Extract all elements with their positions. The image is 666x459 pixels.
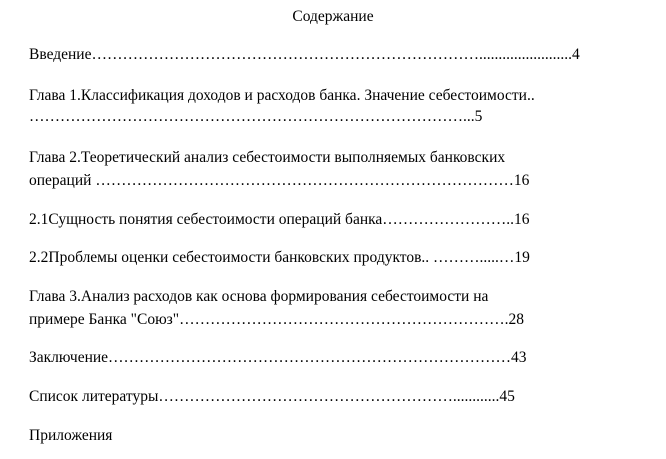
toc-entry-bibliography: Список литературы…………………………………………………............45	[29, 388, 515, 405]
toc-entry-chapter-3-line-2: примере Банка "Союз"……………………………………………………….28	[29, 311, 524, 328]
toc-entry-section-2-2: 2.2Проблемы оценки себестоимости банковских продуктов.. ……….....…19	[29, 249, 530, 266]
toc-entry-chapter-2-line-2: операций ………………………………………………………………………16	[29, 172, 530, 189]
toc-entry-chapter-2-line-1: Глава 2.Теоретический анализ себестоимости выполняемых банковских	[29, 149, 506, 166]
toc-entry-chapter-1-line-2: …………………………………………………………………………...5	[29, 108, 483, 125]
toc-entry-introduction: Введение…………………………………………………………………........................4	[29, 46, 580, 63]
toc-entry-appendices: Приложения	[29, 427, 113, 444]
toc-title: Содержание	[292, 8, 374, 25]
toc-entry-chapter-1-line-1: Глава 1.Классификация доходов и расходов банка. Значение себестоимости..	[29, 87, 535, 104]
toc-entry-conclusion: Заключение……………………………………………………………………43	[29, 349, 527, 366]
toc-entry-section-2-1: 2.1Сущность понятия себестоимости операций банка……………………..16	[29, 211, 530, 228]
toc-entry-chapter-3-line-1: Глава 3.Анализ расходов как основа формирования себестоимости на	[29, 288, 489, 305]
